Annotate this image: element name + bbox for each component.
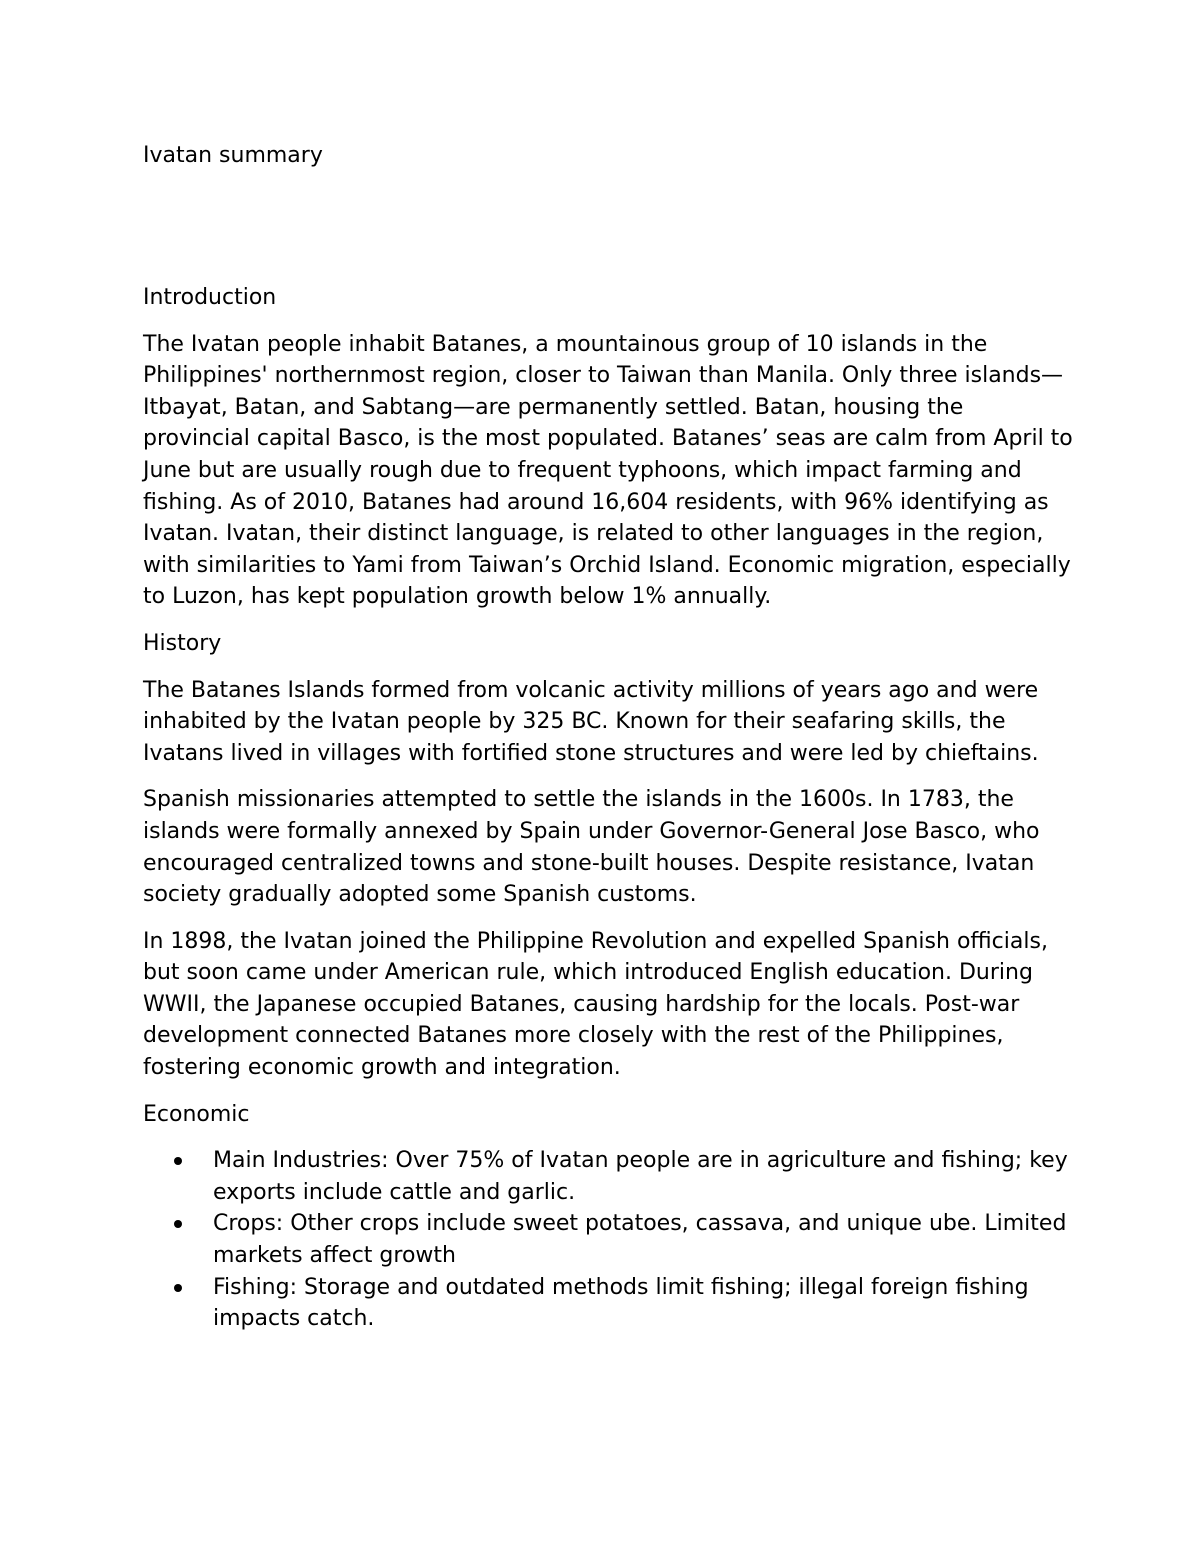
history-paragraph-2: Spanish missionaries attempted to settle the islands in the 1600s. In 1783, the islands were formally annexed by Spain under Governor-General Jose Basco, who encouraged centralized towns and stone-built houses. Despite resistance, Ivatan society gradually adopted some Spanish customs. (143, 787, 1040, 908)
introduction-paragraph: The Ivatan people inhabit Batanes, a mountainous group of 10 islands in the Philippines' northernmost region, closer to Taiwan than Manila. Only three islands—Itbayat, Batan, and Sabtang—are permanently settled. Batan, housing the provincial capital Basco, is the most populated. Batanes’ seas are calm from April to June but are usually rough due to frequent typhoons, which impact farming and fishing. As of 2010, Batanes had around 16,604 residents, with 96% identifying as Ivatan. Ivatan, their distinct language, is related to other languages in the region, with similarities to Yami from Taiwan’s Orchid Island. Economic migration, especially to Luzon, has kept population growth below 1% annually. (143, 331, 1073, 610)
bullet-text: Fishing: Storage and outdated methods limit fishing; illegal foreign fishing impacts catch. (213, 1274, 1029, 1332)
history-paragraph-3: In 1898, the Ivatan joined the Philippine Revolution and expelled Spanish officials, but soon came under American rule, which introduced English education. During WWII, the Japanese occupied Batanes, causing hardship for the locals. Post-war development connected Batanes more closely with the rest of the Philippines, fostering economic growth and integration. (143, 928, 1048, 1081)
history-paragraph-1: The Batanes Islands formed from volcanic activity millions of years ago and were inhabited by the Ivatan people by 325 BC. Known for their seafaring skills, the Ivatans lived in villages with fortified stone structures and were led by chieftains. (143, 677, 1039, 766)
bullet-item-fishing (143, 1272, 1073, 1335)
introduction-heading: Introduction (143, 285, 277, 310)
bullet-item-crops (143, 1208, 1073, 1271)
document-title: Ivatan summary (143, 143, 323, 168)
bullet-item-main-industries (143, 1145, 1073, 1208)
economic-heading: Economic (143, 1101, 250, 1127)
bullet-text: Main Industries: Over 75% of Ivatan people are in agriculture and fishing; key exports include cattle and garlic. (213, 1148, 1068, 1205)
economic-bullet-list (143, 1145, 1073, 1335)
bullet-icon (174, 1157, 182, 1165)
bullet-text: Crops: Other crops include sweet potatoes, cassava, and unique ube. Limited markets affect growth (213, 1211, 1067, 1269)
history-heading: History (143, 630, 222, 656)
bullet-icon (174, 1220, 182, 1228)
document-page (143, 136, 1073, 1335)
bullet-icon (174, 1284, 182, 1292)
